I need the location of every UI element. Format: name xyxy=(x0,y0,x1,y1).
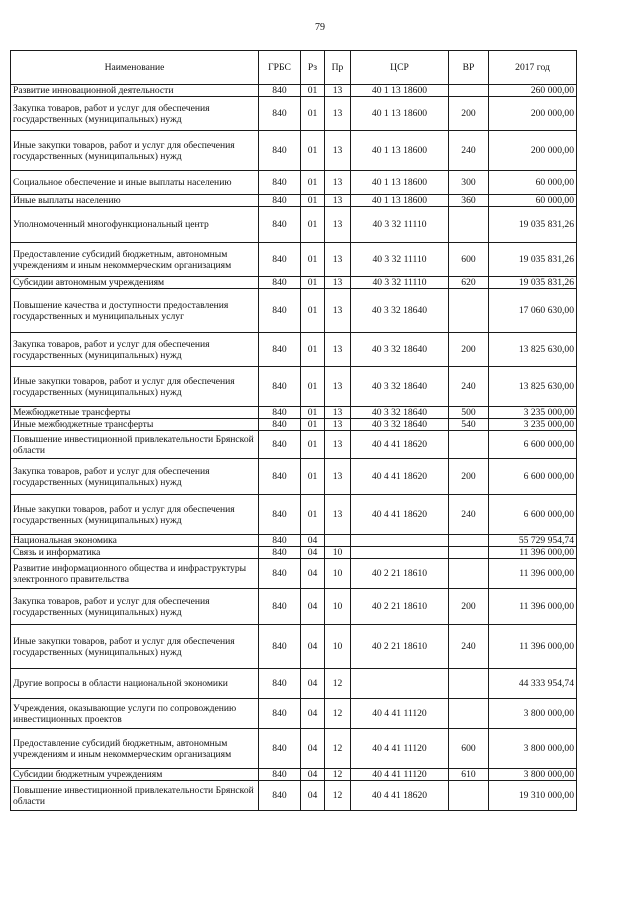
cell-rz: 01 xyxy=(301,131,325,171)
cell-pr: 12 xyxy=(325,669,351,699)
cell-grbs: 840 xyxy=(259,277,301,289)
page-number: 79 xyxy=(315,22,325,33)
cell-rz: 04 xyxy=(301,559,325,589)
cell-name: Социальное обеспечение и иные выплаты населению xyxy=(11,171,259,195)
cell-grbs: 840 xyxy=(259,171,301,195)
cell-grbs: 840 xyxy=(259,547,301,559)
table-row xyxy=(11,669,577,699)
table-row xyxy=(11,589,577,625)
cell-sum: 260 000,00 xyxy=(489,85,577,97)
cell-vr: 200 xyxy=(449,97,489,131)
table-row xyxy=(11,699,577,729)
cell-pr: 12 xyxy=(325,699,351,729)
table-row xyxy=(11,131,577,171)
cell-csr: 40 4 41 18620 xyxy=(351,781,449,811)
cell-name: Повышение инвестиционной привлекательности Брянской области xyxy=(11,431,259,459)
cell-csr: 40 4 41 18620 xyxy=(351,495,449,535)
table-row xyxy=(11,277,577,289)
cell-csr: 40 3 32 11110 xyxy=(351,207,449,243)
cell-name: Субсидии бюджетным учреждениям xyxy=(11,769,259,781)
cell-vr: 300 xyxy=(449,171,489,195)
cell-grbs: 840 xyxy=(259,333,301,367)
cell-pr: 13 xyxy=(325,85,351,97)
cell-sum: 11 396 000,00 xyxy=(489,625,577,669)
cell-vr: 240 xyxy=(449,131,489,171)
cell-csr: 40 4 41 18620 xyxy=(351,431,449,459)
cell-pr: 10 xyxy=(325,559,351,589)
cell-name: Повышение качества и доступности предоставления государственных и муниципальных услуг xyxy=(11,289,259,333)
table-row xyxy=(11,769,577,781)
cell-rz: 04 xyxy=(301,669,325,699)
cell-grbs: 840 xyxy=(259,131,301,171)
cell-csr: 40 1 13 18600 xyxy=(351,97,449,131)
cell-vr: 600 xyxy=(449,729,489,769)
cell-csr: 40 3 32 11110 xyxy=(351,243,449,277)
cell-name: Закупка товаров, работ и услуг для обеспечения государственных (муниципальных) нужд xyxy=(11,97,259,131)
cell-grbs: 840 xyxy=(259,625,301,669)
cell-pr: 13 xyxy=(325,431,351,459)
header-name: Наименование xyxy=(11,51,259,85)
cell-pr: 13 xyxy=(325,131,351,171)
table-row xyxy=(11,171,577,195)
cell-name: Учреждения, оказывающие услуги по сопровождению инвестиционных проектов xyxy=(11,699,259,729)
cell-csr: 40 1 13 18600 xyxy=(351,131,449,171)
table-row xyxy=(11,289,577,333)
cell-vr: 240 xyxy=(449,367,489,407)
cell-csr: 40 1 13 18600 xyxy=(351,195,449,207)
cell-rz: 04 xyxy=(301,699,325,729)
cell-grbs: 840 xyxy=(259,289,301,333)
cell-sum: 19 310 000,00 xyxy=(489,781,577,811)
cell-csr: 40 4 41 11120 xyxy=(351,769,449,781)
cell-name: Предоставление субсидий бюджетным, автономным учреждениям и иным некоммерческим организациям xyxy=(11,729,259,769)
cell-rz: 04 xyxy=(301,729,325,769)
cell-sum: 60 000,00 xyxy=(489,195,577,207)
cell-name: Другие вопросы в области национальной экономики xyxy=(11,669,259,699)
header-csr: ЦСР xyxy=(351,51,449,85)
cell-pr: 13 xyxy=(325,419,351,431)
cell-name: Иные закупки товаров, работ и услуг для обеспечения государственных (муниципальных) нужд xyxy=(11,625,259,669)
cell-grbs: 840 xyxy=(259,243,301,277)
cell-rz: 01 xyxy=(301,243,325,277)
cell-vr: 500 xyxy=(449,407,489,419)
cell-name: Повышение инвестиционной привлекательности Брянской области xyxy=(11,781,259,811)
table-row xyxy=(11,97,577,131)
cell-sum: 200 000,00 xyxy=(489,97,577,131)
cell-sum: 3 235 000,00 xyxy=(489,419,577,431)
table-row xyxy=(11,195,577,207)
cell-pr: 10 xyxy=(325,547,351,559)
cell-vr xyxy=(449,289,489,333)
cell-rz: 01 xyxy=(301,207,325,243)
header-year: 2017 год xyxy=(489,51,577,85)
cell-pr: 10 xyxy=(325,625,351,669)
cell-pr: 13 xyxy=(325,495,351,535)
budget-table xyxy=(10,50,577,811)
cell-pr: 13 xyxy=(325,207,351,243)
cell-sum: 13 825 630,00 xyxy=(489,367,577,407)
table-row xyxy=(11,431,577,459)
cell-sum: 3 800 000,00 xyxy=(489,729,577,769)
cell-sum: 13 825 630,00 xyxy=(489,333,577,367)
cell-vr xyxy=(449,431,489,459)
table-row xyxy=(11,781,577,811)
cell-sum: 55 729 954,74 xyxy=(489,535,577,547)
cell-rz: 01 xyxy=(301,407,325,419)
cell-sum: 3 800 000,00 xyxy=(489,769,577,781)
cell-rz: 01 xyxy=(301,495,325,535)
table-row xyxy=(11,625,577,669)
cell-sum: 19 035 831,26 xyxy=(489,243,577,277)
cell-grbs: 840 xyxy=(259,419,301,431)
cell-csr: 40 2 21 18610 xyxy=(351,589,449,625)
cell-pr: 10 xyxy=(325,589,351,625)
cell-name: Иные межбюджетные трансферты xyxy=(11,419,259,431)
table-header-row xyxy=(11,51,577,85)
cell-rz: 01 xyxy=(301,97,325,131)
header-grbs: ГРБС xyxy=(259,51,301,85)
cell-rz: 01 xyxy=(301,367,325,407)
table-row xyxy=(11,407,577,419)
cell-rz: 04 xyxy=(301,781,325,811)
cell-vr xyxy=(449,781,489,811)
cell-name: Уполномоченный многофункциональный центр xyxy=(11,207,259,243)
cell-grbs: 840 xyxy=(259,495,301,535)
cell-csr xyxy=(351,535,449,547)
cell-vr xyxy=(449,699,489,729)
cell-sum: 6 600 000,00 xyxy=(489,459,577,495)
table-row xyxy=(11,207,577,243)
cell-grbs: 840 xyxy=(259,559,301,589)
cell-csr: 40 2 21 18610 xyxy=(351,559,449,589)
table-row xyxy=(11,333,577,367)
cell-vr: 200 xyxy=(449,459,489,495)
cell-vr xyxy=(449,547,489,559)
cell-vr: 620 xyxy=(449,277,489,289)
cell-sum: 6 600 000,00 xyxy=(489,431,577,459)
table-row xyxy=(11,367,577,407)
cell-name: Закупка товаров, работ и услуг для обеспечения государственных (муниципальных) нужд xyxy=(11,589,259,625)
cell-name: Закупка товаров, работ и услуг для обеспечения государственных (муниципальных) нужд xyxy=(11,459,259,495)
cell-sum: 19 035 831,26 xyxy=(489,277,577,289)
header-vr: ВР xyxy=(449,51,489,85)
cell-pr: 13 xyxy=(325,243,351,277)
header-rz: Рз xyxy=(301,51,325,85)
cell-name: Субсидии автономным учреждениям xyxy=(11,277,259,289)
cell-grbs: 840 xyxy=(259,85,301,97)
cell-sum: 11 396 000,00 xyxy=(489,547,577,559)
cell-csr: 40 3 32 18640 xyxy=(351,333,449,367)
cell-rz: 01 xyxy=(301,195,325,207)
cell-grbs: 840 xyxy=(259,407,301,419)
cell-pr: 13 xyxy=(325,459,351,495)
cell-csr xyxy=(351,669,449,699)
cell-csr: 40 2 21 18610 xyxy=(351,625,449,669)
table-row xyxy=(11,729,577,769)
cell-grbs: 840 xyxy=(259,729,301,769)
cell-rz: 04 xyxy=(301,769,325,781)
table-body xyxy=(11,85,577,811)
cell-pr: 13 xyxy=(325,97,351,131)
cell-pr: 13 xyxy=(325,289,351,333)
cell-grbs: 840 xyxy=(259,431,301,459)
cell-sum: 6 600 000,00 xyxy=(489,495,577,535)
cell-grbs: 840 xyxy=(259,769,301,781)
cell-vr xyxy=(449,559,489,589)
header-pr: Пр xyxy=(325,51,351,85)
cell-rz: 01 xyxy=(301,289,325,333)
cell-grbs: 840 xyxy=(259,97,301,131)
cell-sum: 44 333 954,74 xyxy=(489,669,577,699)
cell-pr: 13 xyxy=(325,195,351,207)
cell-grbs: 840 xyxy=(259,459,301,495)
cell-vr: 610 xyxy=(449,769,489,781)
cell-name: Национальная экономика xyxy=(11,535,259,547)
cell-pr: 13 xyxy=(325,367,351,407)
cell-sum: 60 000,00 xyxy=(489,171,577,195)
cell-grbs: 840 xyxy=(259,589,301,625)
cell-vr xyxy=(449,535,489,547)
cell-rz: 01 xyxy=(301,333,325,367)
cell-csr: 40 3 32 18640 xyxy=(351,367,449,407)
cell-csr: 40 3 32 18640 xyxy=(351,419,449,431)
cell-pr: 12 xyxy=(325,769,351,781)
table-row xyxy=(11,535,577,547)
cell-sum: 200 000,00 xyxy=(489,131,577,171)
cell-vr: 600 xyxy=(449,243,489,277)
cell-csr: 40 4 41 18620 xyxy=(351,459,449,495)
cell-name: Иные выплаты населению xyxy=(11,195,259,207)
cell-name: Связь и информатика xyxy=(11,547,259,559)
cell-name: Развитие инновационной деятельности xyxy=(11,85,259,97)
cell-name: Предоставление субсидий бюджетным, автономным учреждениям и иным некоммерческим организациям xyxy=(11,243,259,277)
cell-vr xyxy=(449,85,489,97)
cell-vr: 200 xyxy=(449,589,489,625)
cell-grbs: 840 xyxy=(259,367,301,407)
cell-vr: 540 xyxy=(449,419,489,431)
cell-name: Иные закупки товаров, работ и услуг для обеспечения государственных (муниципальных) нужд xyxy=(11,131,259,171)
cell-sum: 11 396 000,00 xyxy=(489,589,577,625)
cell-csr xyxy=(351,547,449,559)
cell-rz: 04 xyxy=(301,625,325,669)
cell-csr: 40 4 41 11120 xyxy=(351,699,449,729)
cell-pr: 12 xyxy=(325,781,351,811)
cell-pr: 13 xyxy=(325,277,351,289)
table-row xyxy=(11,419,577,431)
cell-grbs: 840 xyxy=(259,699,301,729)
cell-name: Развитие информационного общества и инфраструктуры электронного правительства xyxy=(11,559,259,589)
cell-rz: 01 xyxy=(301,277,325,289)
cell-grbs: 840 xyxy=(259,195,301,207)
cell-rz: 04 xyxy=(301,589,325,625)
cell-pr: 12 xyxy=(325,729,351,769)
cell-vr xyxy=(449,207,489,243)
table-row xyxy=(11,243,577,277)
cell-rz: 01 xyxy=(301,85,325,97)
cell-rz: 01 xyxy=(301,431,325,459)
table-row xyxy=(11,85,577,97)
cell-grbs: 840 xyxy=(259,207,301,243)
cell-vr xyxy=(449,669,489,699)
cell-grbs: 840 xyxy=(259,669,301,699)
cell-rz: 01 xyxy=(301,459,325,495)
cell-pr: 13 xyxy=(325,333,351,367)
table-row xyxy=(11,559,577,589)
cell-csr: 40 3 32 11110 xyxy=(351,277,449,289)
cell-csr: 40 3 32 18640 xyxy=(351,289,449,333)
cell-rz: 01 xyxy=(301,419,325,431)
table-row xyxy=(11,547,577,559)
cell-vr: 240 xyxy=(449,495,489,535)
cell-name: Иные закупки товаров, работ и услуг для обеспечения государственных (муниципальных) нужд xyxy=(11,367,259,407)
cell-name: Межбюджетные трансферты xyxy=(11,407,259,419)
cell-vr: 360 xyxy=(449,195,489,207)
cell-pr: 13 xyxy=(325,171,351,195)
table-row xyxy=(11,459,577,495)
cell-sum: 11 396 000,00 xyxy=(489,559,577,589)
cell-csr: 40 4 41 11120 xyxy=(351,729,449,769)
cell-sum: 3 800 000,00 xyxy=(489,699,577,729)
cell-name: Закупка товаров, работ и услуг для обеспечения государственных (муниципальных) нужд xyxy=(11,333,259,367)
cell-sum: 17 060 630,00 xyxy=(489,289,577,333)
cell-grbs: 840 xyxy=(259,535,301,547)
cell-csr: 40 3 32 18640 xyxy=(351,407,449,419)
cell-csr: 40 1 13 18600 xyxy=(351,85,449,97)
cell-name: Иные закупки товаров, работ и услуг для обеспечения государственных (муниципальных) нужд xyxy=(11,495,259,535)
cell-rz: 04 xyxy=(301,547,325,559)
cell-csr: 40 1 13 18600 xyxy=(351,171,449,195)
cell-pr: 13 xyxy=(325,407,351,419)
cell-sum: 19 035 831,26 xyxy=(489,207,577,243)
cell-grbs: 840 xyxy=(259,781,301,811)
cell-rz: 04 xyxy=(301,535,325,547)
cell-vr: 240 xyxy=(449,625,489,669)
table-row xyxy=(11,495,577,535)
cell-pr xyxy=(325,535,351,547)
cell-vr: 200 xyxy=(449,333,489,367)
cell-sum: 3 235 000,00 xyxy=(489,407,577,419)
cell-rz: 01 xyxy=(301,171,325,195)
